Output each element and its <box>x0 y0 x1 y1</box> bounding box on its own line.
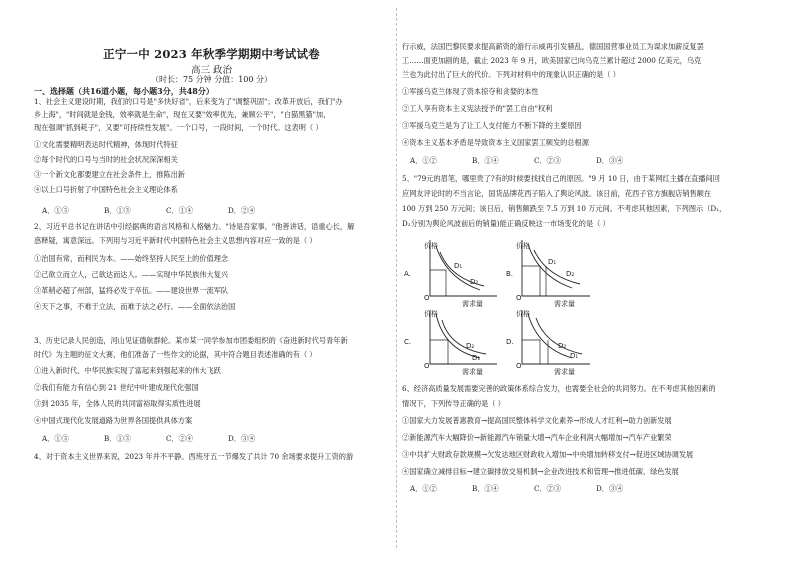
option-line: ②己欲立而立人，己欲达而达人。——实现中华民族伟大复兴 <box>34 270 229 279</box>
text-line: 1、社会主义建设时期，我们的口号是"多快好省"，后来变为了"调整巩固"；改革开放后，我们"办 <box>34 97 343 106</box>
graph-axes <box>430 240 497 296</box>
answer-choice[interactable]: B．①③ <box>104 434 131 443</box>
answer-choice[interactable]: D．②④ <box>228 206 256 215</box>
text-line: 4、对于资本主义世界来说，2023 年并不平静。西班牙五一节爆发了共计 70 余场要求提升工资的游 <box>34 452 354 461</box>
curve-label-d2: D₂ <box>466 342 475 350</box>
text-line: 兰也为此付出了巨大的代价。下列对材料中的现象认识正确的是（ ） <box>402 70 620 79</box>
answer-choice[interactable]: B．①③ <box>104 206 131 215</box>
answer-choice[interactable]: D．③④ <box>596 156 624 165</box>
answer-choice[interactable]: A．①③ <box>42 206 69 215</box>
guide-line <box>430 340 448 364</box>
text-line: 2、习近平总书记在讲话中引经据典的语言风格和人格魅力。"诗是吾家事，"他善讲话，语重心长，解 <box>34 222 355 231</box>
x-axis-label: 需求量 <box>554 300 575 308</box>
curve-label-d1: D₁ <box>454 262 463 270</box>
text-line: 工……面吏加剧的是，截止 2023 年 9 月，欧美国家已向乌克兰累计超过 2000 亿美元，乌克 <box>402 56 702 65</box>
answer-choice[interactable]: A．①③ <box>42 434 69 443</box>
option-line: ①军援乌克兰体现了资本掠夺和贪婪的本性 <box>402 87 539 96</box>
demand-curve-graphs <box>402 236 764 376</box>
option-line: ④国家确立减排目标→建立碳排放交易机制→企业改进技术和管理→推进低碳、绿色发展 <box>402 467 679 476</box>
answer-choice[interactable]: C．②④ <box>166 434 194 443</box>
demand-curve <box>528 314 572 358</box>
option-line: ①文化需要精明表达时代精神，体现时代特征 <box>34 140 178 149</box>
origin-label: O <box>424 362 430 370</box>
origin-label: O <box>516 294 522 302</box>
answer-choice[interactable]: D．③④ <box>228 434 256 443</box>
text-line: 应网友评论时的不当言论，国货品牌花西子陷入了舆论风波。该日前，花西子官方旗舰店销售额在 <box>402 189 712 198</box>
guide-line <box>522 266 540 296</box>
option-line: ②新能源汽车大幅降价→新能源汽车销量大增→汽车企业利润大幅增加→汽车产业繁荣 <box>402 433 672 442</box>
answer-choice[interactable]: C．①④ <box>166 206 194 215</box>
x-axis-label: 需求量 <box>462 300 483 308</box>
graph-d-label: D. <box>506 338 514 346</box>
graph-axes <box>430 310 497 364</box>
answer-choice[interactable]: A．①② <box>410 484 437 493</box>
section-heading: 一、选择题（共16道小题，每小题3分，共48分） <box>34 86 214 96</box>
text-line: 时代》为主题的征文大赛，他们准备了一些作文的论据，其中符合题目表述准确的有（ ） <box>34 350 317 359</box>
option-line: ④以上口号折射了中国特色社会主义理论体系 <box>34 185 178 194</box>
x-axis-label: 需求量 <box>462 368 483 376</box>
right-column <box>402 0 764 561</box>
text-line: 现在强调"抓到耗子"，又要"可持续性发展"。一个口号，一段时间，一个时代。这表明（ ） <box>34 123 323 132</box>
curve-label-d1: D₁ <box>548 258 557 266</box>
answer-choice[interactable]: C．②③ <box>534 484 562 493</box>
option-line: ③到 2035 年，全体人民的共同富裕取得实质性进展 <box>34 399 201 408</box>
guide-line <box>430 270 446 296</box>
option-line: ④中国式现代化发展道路为世界各国提供具体方案 <box>34 416 193 425</box>
option-line: ③军援乌克兰是为了让工人支付能力不断下降的主要原因 <box>402 121 582 130</box>
graph-b-label: B. <box>506 270 514 278</box>
option-line: ①进入新时代，中华民族实现了富起来到强起来的伟大飞跃 <box>34 366 221 375</box>
curve-label-d2: D₂ <box>470 278 479 286</box>
option-line: ②工人享有资本主义宪法授予的"罢工自由"权利 <box>402 104 553 113</box>
exam-title: 正宁一中 2023 年秋季学期期中考试试卷 <box>103 47 320 61</box>
answer-choice[interactable]: D．③④ <box>596 484 624 493</box>
x-axis-label: 需求量 <box>554 368 575 376</box>
guide-line <box>522 340 540 364</box>
exam-subtitle: 高三 政治 <box>190 65 233 76</box>
text-line: 100 万到 250 万元间；该日后，销售额跌至 7.5 万到 10 万元间。不考虑其他因素，下列图示（D₁， <box>402 204 727 213</box>
answer-choice[interactable]: B．①④ <box>472 484 499 493</box>
graph-d[interactable] <box>506 309 590 376</box>
text-line: D₂分别为舆论风波前后的销量)能正确反映这一市场变化的是（ ） <box>402 219 610 228</box>
graph-b[interactable] <box>506 240 590 308</box>
q3-answers <box>42 434 290 444</box>
answer-choice[interactable]: A．①② <box>410 156 437 165</box>
origin-label: O <box>424 294 430 302</box>
text-line: 3、历史记录人民创造，河山见证德航群轮。某市某一同学参加市团委组织的《奋进新时代号青年新 <box>34 336 348 345</box>
option-line: ③革稍必超了州部，猛将必发于卒伍。——建设世界一流军队 <box>34 286 229 295</box>
origin-label: O <box>516 362 522 370</box>
curve-label-d2: D₂ <box>566 270 575 278</box>
text-line: 行示威，法国巴黎民要求提高薪资的游行示威再引发骚乱，德国国营事业员工为谋求加薪反复罢 <box>402 42 704 51</box>
y-axis-label: 价格 <box>424 310 438 318</box>
demand-curve <box>442 320 486 354</box>
answer-choice[interactable]: C．②③ <box>534 156 562 165</box>
option-line: ③一个新文化都要建立在社会条件上，推陈出新 <box>34 170 185 179</box>
exam-meta: （时长：75 分钟 分值：100 分） <box>150 75 273 84</box>
option-line: ①国家大力发展普惠教育→提高国民整体科学文化素养→形成人才红利→助力创新发展 <box>402 416 672 425</box>
left-column <box>34 0 389 561</box>
q6-answers <box>410 484 658 494</box>
curve-label-d1: D₁ <box>570 352 579 360</box>
text-line: 5、"79元的眉笔，哪里贵了?有的时候要找找自己的原因。"9 月 10 日，由于某网红主播在直播间回 <box>402 174 720 183</box>
graph-axes <box>522 310 590 364</box>
y-axis-label: 价格 <box>424 242 438 250</box>
graph-c-label: C. <box>404 338 412 346</box>
q4-answers <box>410 156 658 166</box>
y-axis-label: 价格 <box>516 242 530 250</box>
option-line: ④资本主义基本矛盾是导致资本主义国家罢工频发的总根源 <box>402 138 589 147</box>
graph-a[interactable] <box>404 240 497 308</box>
option-line: ②我们有能力有信心到 21 世纪中叶建成现代化强国 <box>34 383 199 392</box>
y-axis-label: 价格 <box>516 310 530 318</box>
text-line: 情况下，下列传导正确的是（ ） <box>402 399 505 408</box>
option-line: ③中共扩大财政存款规模→欠发达地区财政收入增加→中央增加转移支付→促进区域协调发展 <box>402 450 694 459</box>
curve-label-d2: D₂ <box>558 342 567 350</box>
graph-a-label: A. <box>404 270 411 278</box>
text-line: 惑释疑，寓意深远。下列用与习近平新时代中国特色社会主义思想内容对应一致的是（ ） <box>34 236 317 245</box>
graph-axes <box>522 240 590 296</box>
option-line: ②每个时代的口号与当时的社会状况深深相关 <box>34 155 178 164</box>
graph-c[interactable] <box>404 309 497 376</box>
text-line: 6、经济高质量发展需要完善的政策体系综合发力，也需要全社会的共同努力。在不考虑其他因素的 <box>402 384 716 393</box>
answer-choice[interactable]: B．①④ <box>472 156 499 165</box>
q1-answers <box>42 206 290 216</box>
column-divider <box>396 8 397 548</box>
text-line: 乡上海"，"时间就是金钱，效率就是生命"，现在又要"效率优先，兼顾公平"，"白猫黑猫"加， <box>34 110 331 119</box>
curve-label-d1: D₁ <box>472 354 481 362</box>
option-line: ①治国有常，而利民为本。——始终坚持人民至上的价值理念 <box>34 254 229 263</box>
option-line: ④天下之事，不难于立法，而难于法之必行。——全面依法治国 <box>34 302 236 311</box>
